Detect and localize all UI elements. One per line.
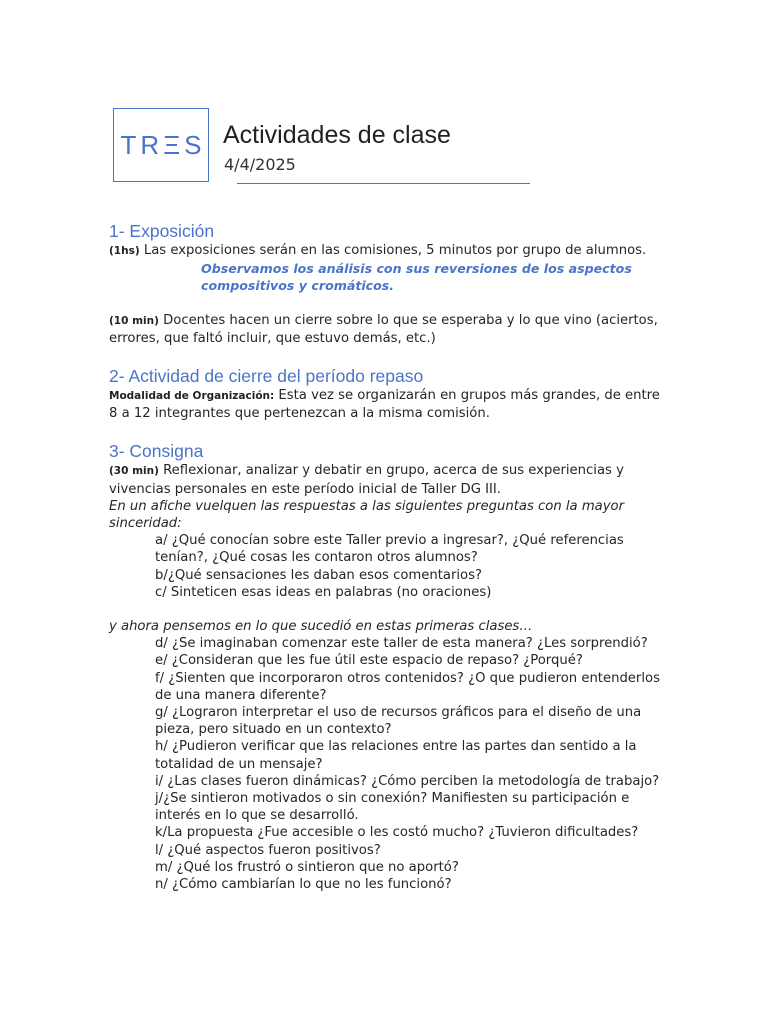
- section1-heading: 1- Exposición: [109, 221, 215, 241]
- question-item: f/ ¿Sienten que incorporaron otros contenidos? ¿O que pudieron entenderlos de una manera diferente?: [155, 670, 660, 703]
- question-item: g/ ¿Lograron interpretar el uso de recursos gráficos para el diseño de una pieza, pero situado en un contexto?: [155, 705, 642, 738]
- section3-paragraph1: [109, 462, 669, 497]
- page-date: 4/4/2025: [224, 155, 296, 174]
- document-body: [109, 220, 669, 893]
- section1-paragraph2: [109, 312, 669, 347]
- time-tag: (30 min): [109, 465, 159, 478]
- question-item: n/ ¿Cómo cambiarían lo que no les funcionó?: [155, 877, 452, 893]
- organization-tag: Modalidad de Organización:: [109, 390, 275, 403]
- question-list-a: [155, 532, 669, 601]
- title-divider: [237, 183, 530, 184]
- time-tag: (10 min): [109, 314, 159, 327]
- question-list-b: [155, 635, 669, 893]
- section3-intro2: y ahora pensemos en lo que sucedió en estas primeras clases…: [109, 619, 533, 635]
- section3-intro: En un afiche vuelquen las respuestas a las siguientes preguntas con la mayor sinceridad:: [109, 498, 625, 532]
- section3-heading: 3- Consigna: [109, 441, 204, 462]
- page-title: Actividades de clase: [223, 121, 451, 149]
- section1-paragraph1: [109, 242, 669, 260]
- question-item: d/ ¿Se imaginaban comenzar este taller de esta manera? ¿Les sorprendió?: [155, 636, 648, 652]
- question-item: i/ ¿Las clases fueron dinámicas? ¿Cómo perciben la metodología de trabajo?: [155, 773, 660, 789]
- question-item: e/ ¿Consideran que les fue útil este espacio de repaso? ¿Porqué?: [155, 653, 583, 669]
- section1-note-line1: Observamos los análisis con sus reversiones de los aspectos: [201, 261, 632, 277]
- section2-paragraph1: [109, 387, 669, 422]
- question-item: m/ ¿Qué los frustró o sintieron que no aportó?: [155, 859, 459, 875]
- time-tag: (1hs): [109, 245, 140, 257]
- logo-text: TRΞS: [120, 129, 206, 160]
- question-item: c/ Sinteticen esas ideas en palabras (no oraciones): [155, 584, 492, 600]
- question-item: b/¿Qué sensaciones les daban esos comentarios?: [155, 567, 482, 583]
- question-item: a/ ¿Qué conocían sobre este Taller previo a ingresar?, ¿Qué referencias tenían?, ¿Qué cosas les contaron otros alumnos?: [155, 533, 624, 566]
- question-item: j/¿Se sintieron motivados o sin conexión? Manifiesten su participación e interés en lo que se desarrolló.: [155, 791, 630, 824]
- paragraph-text: Reflexionar, analizar y debatir en grupo, acerca de sus experiencias y vivencias personales en este período inicial de Taller DG III.: [109, 463, 624, 497]
- section1-note-line2: compositivos y cromáticos.: [201, 278, 395, 294]
- question-item: l/ ¿Qué aspectos fueron positivos?: [155, 842, 381, 858]
- paragraph-text: Esta vez se organizarán en grupos más grandes, de entre 8 a 12 integrantes que pertenezcan a la misma comisión.: [109, 388, 660, 422]
- logo: [113, 108, 209, 182]
- paragraph-text: Las exposiciones serán en las comisiones, 5 minutos por grupo de alumnos.: [143, 243, 647, 258]
- paragraph-text: Docentes hacen un cierre sobre lo que se esperaba y lo que vino (aciertos, errores, que faltó incluir, que estuvo demás, etc.): [109, 312, 658, 346]
- question-item: h/ ¿Pudieron verificar que las relaciones entre las partes dan sentido a la totalidad de un mensaje?: [155, 739, 637, 772]
- question-item: k/La propuesta ¿Fue accesible o les costó mucho? ¿Tuvieron dificultades?: [155, 825, 639, 841]
- section2-heading: 2- Actividad de cierre del período repaso: [109, 366, 424, 387]
